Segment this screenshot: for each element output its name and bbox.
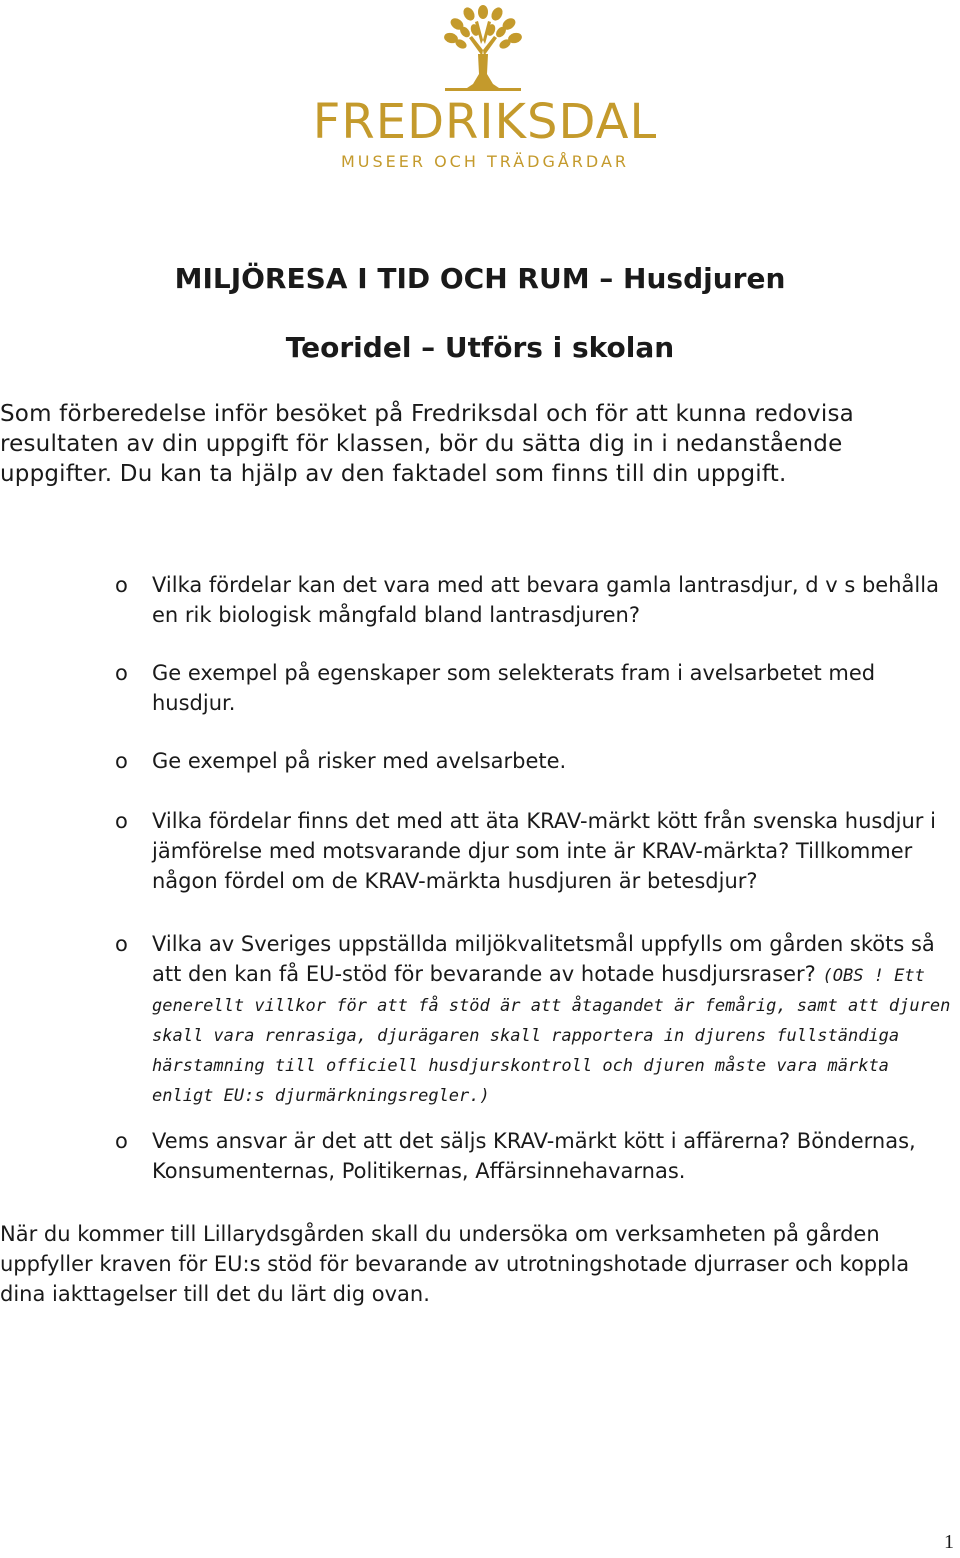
fredriksdal-logo xyxy=(305,4,665,174)
question-text: Vilka av Sveriges uppställda miljökvalitetsmål uppfylls om gården sköts så att den kan få EU-stöd för bevarande av hotade husdjursraser? xyxy=(152,932,935,986)
page-number: 1 xyxy=(944,1531,954,1553)
page-subtitle: Teoridel – Utförs i skolan xyxy=(285,331,675,364)
logo-name: FREDRIKSDAL xyxy=(312,94,658,150)
question-text: Ge exempel på egenskaper som selekterats fram i avelsarbetet med husdjur. xyxy=(152,661,876,715)
outro-paragraph: När du kommer till Lillarydsgården skall du undersöka om verksamheten på gården uppfyller kraven för EU:s stöd för bevarande av utrotningshotade djurraser och koppla dina iakttagelser till det du lärt dig ovan. xyxy=(0,1222,910,1306)
question-text: Vilka fördelar finns det med att äta KRAV-märkt kött från svenska husdjur i jämförelse med motsvarande djur som inte är KRAV-märkta? Tillkommer någon fördel om de KRAV-märkta husdjuren är betesdjur? xyxy=(152,809,936,893)
bullet: o xyxy=(115,749,128,773)
tree-icon xyxy=(441,4,525,92)
bullet: o xyxy=(115,809,128,833)
question-text: Vilka fördelar kan det vara med att bevara gamla lantrasdjur, d v s behålla en rik biologisk mångfald bland lantrasdjuren? xyxy=(152,573,939,627)
bullet: o xyxy=(115,932,128,956)
bullet: o xyxy=(115,1129,128,1153)
question-text-with-note xyxy=(152,929,952,1109)
page-title: MILJÖRESA I TID OCH RUM – Husdjuren xyxy=(174,262,786,295)
obs-note: (OBS ! Ett generellt villkor för att få stöd är att åtagandet är femårig, samt att djuren skall vara renrasiga, djurägaren skall rapportera in djurens fullständiga härstamning till officiell husdjurskontroll och djuren måste vara märkta enligt EU:s djurmärkningsregler.) xyxy=(152,966,951,1106)
bullet: o xyxy=(115,573,128,597)
bullet: o xyxy=(115,661,128,685)
question-text: Vems ansvar är det att det säljs KRAV-märkt kött i affärerna? Böndernas, Konsumenternas, Politikernas, Affärsinnehavarnas. xyxy=(152,1129,916,1183)
question-text: Ge exempel på risker med avelsarbete. xyxy=(152,749,567,773)
intro-paragraph: Som förberedelse inför besöket på Fredriksdal och för att kunna redovisa resultaten av din uppgift för klassen, bör du sätta dig in i nedanstående uppgifter. Du kan ta hjälp av den faktadel som finns till din uppgift. xyxy=(0,401,854,487)
logo-subtitle: MUSEER OCH TRÄDGÅRDAR xyxy=(340,152,630,171)
